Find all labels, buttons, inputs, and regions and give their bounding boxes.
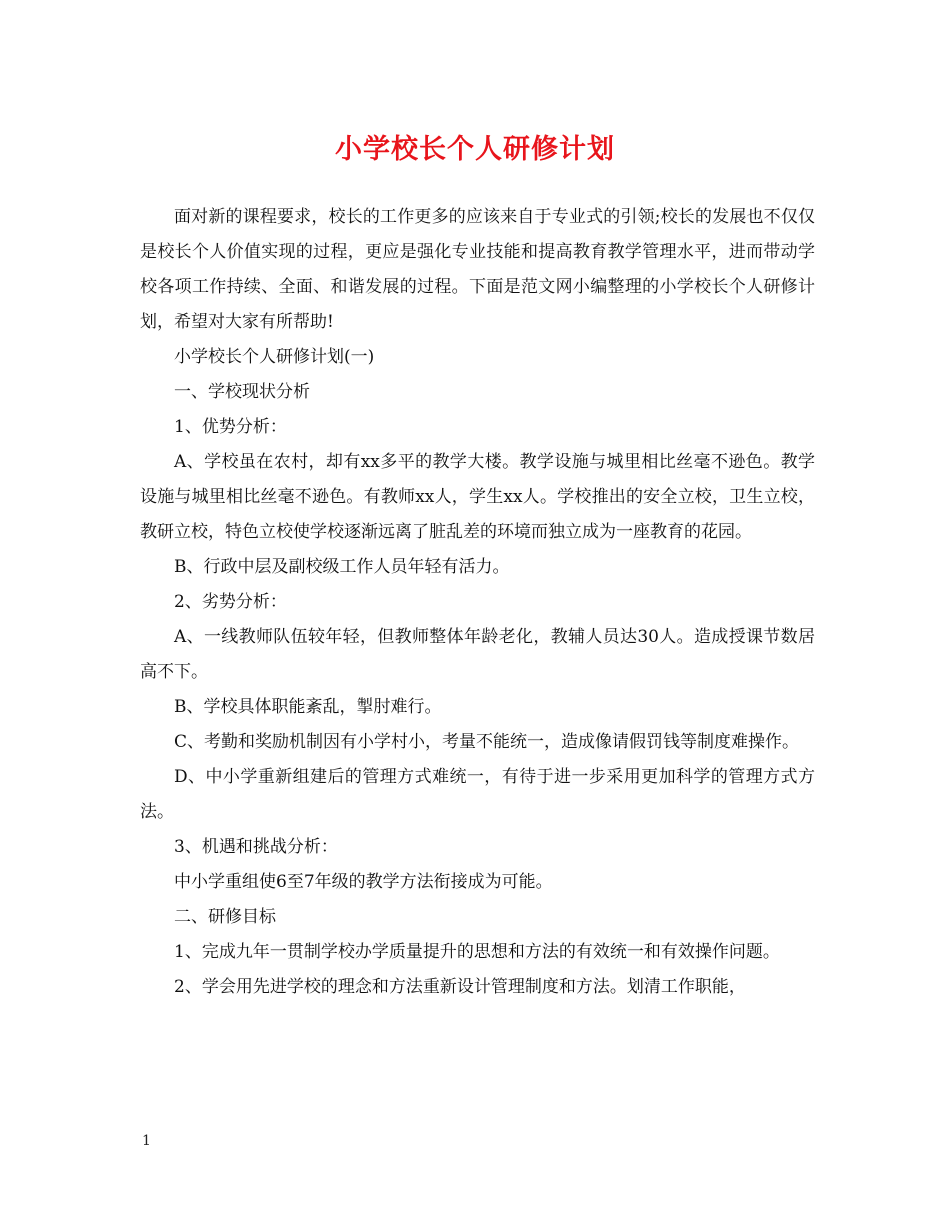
plan-heading: 小学校长个人研修计划(一)	[174, 347, 375, 367]
paragraph-disadvantage-a: A、一线教师队伍较年轻，但教师整体年龄老化，教辅人员达30人。造成授课节数居高不下。	[140, 627, 815, 682]
paragraph-goal-2: 2、学会用先进学校的理念和方法重新设计管理制度和方法。划清工作职能，	[174, 977, 746, 997]
paragraph-disadvantage-b: B、学校具体职能紊乱，掣肘难行。	[174, 697, 442, 717]
intro-paragraph: 面对新的课程要求，校长的工作更多的应该来自于专业式的引领;校长的发展也不仅仅是校长个人价值实现的过程，更应是强化专业技能和提高教育教学管理水平，进而带动学校各项工作持续、全面、和谐发展的过程。下面是范文网小编整理的小学校长个人研修计划，希望对大家有所帮助!	[140, 207, 815, 332]
page-number: 1	[142, 1133, 151, 1149]
document-title: 小学校长个人研修计划	[335, 134, 615, 165]
subsection-disadvantages: 2、劣势分析：	[174, 592, 287, 612]
paragraph-disadvantage-c: C、考勤和奖励机制因有小学村小，考量不能统一，造成像请假罚钱等制度难操作。	[174, 732, 800, 752]
subsection-opportunities: 3、机遇和挑战分析：	[174, 837, 338, 857]
paragraph-disadvantage-d: D、中小学重新组建后的管理方式难统一，有待于进一步采用更加科学的管理方式方法。	[140, 767, 815, 822]
paragraph-opportunity: 中小学重组使6至7年级的教学方法衔接成为可能。	[174, 872, 553, 892]
section-heading-1: 一、学校现状分析	[174, 382, 310, 402]
paragraph-advantage-b: B、行政中层及副校级工作人员年轻有活力。	[174, 557, 510, 577]
subsection-advantages: 1、优势分析：	[174, 417, 287, 437]
paragraph-advantage-a: A、学校虽在农村，却有xx多平的教学大楼。教学设施与城里相比丝毫不逊色。教学设施与城里相比丝毫不逊色。有教师xx人，学生xx人。学校推出的安全立校，卫生立校，教研立校，特色立校使学校逐渐远离了脏乱差的环境而独立成为一座教育的花园。	[140, 452, 815, 542]
section-heading-2: 二、研修目标	[174, 907, 276, 927]
document-body	[140, 200, 815, 1005]
paragraph-goal-1: 1、完成九年一贯制学校办学质量提升的思想和方法的有效统一和有效操作问题。	[174, 942, 780, 962]
